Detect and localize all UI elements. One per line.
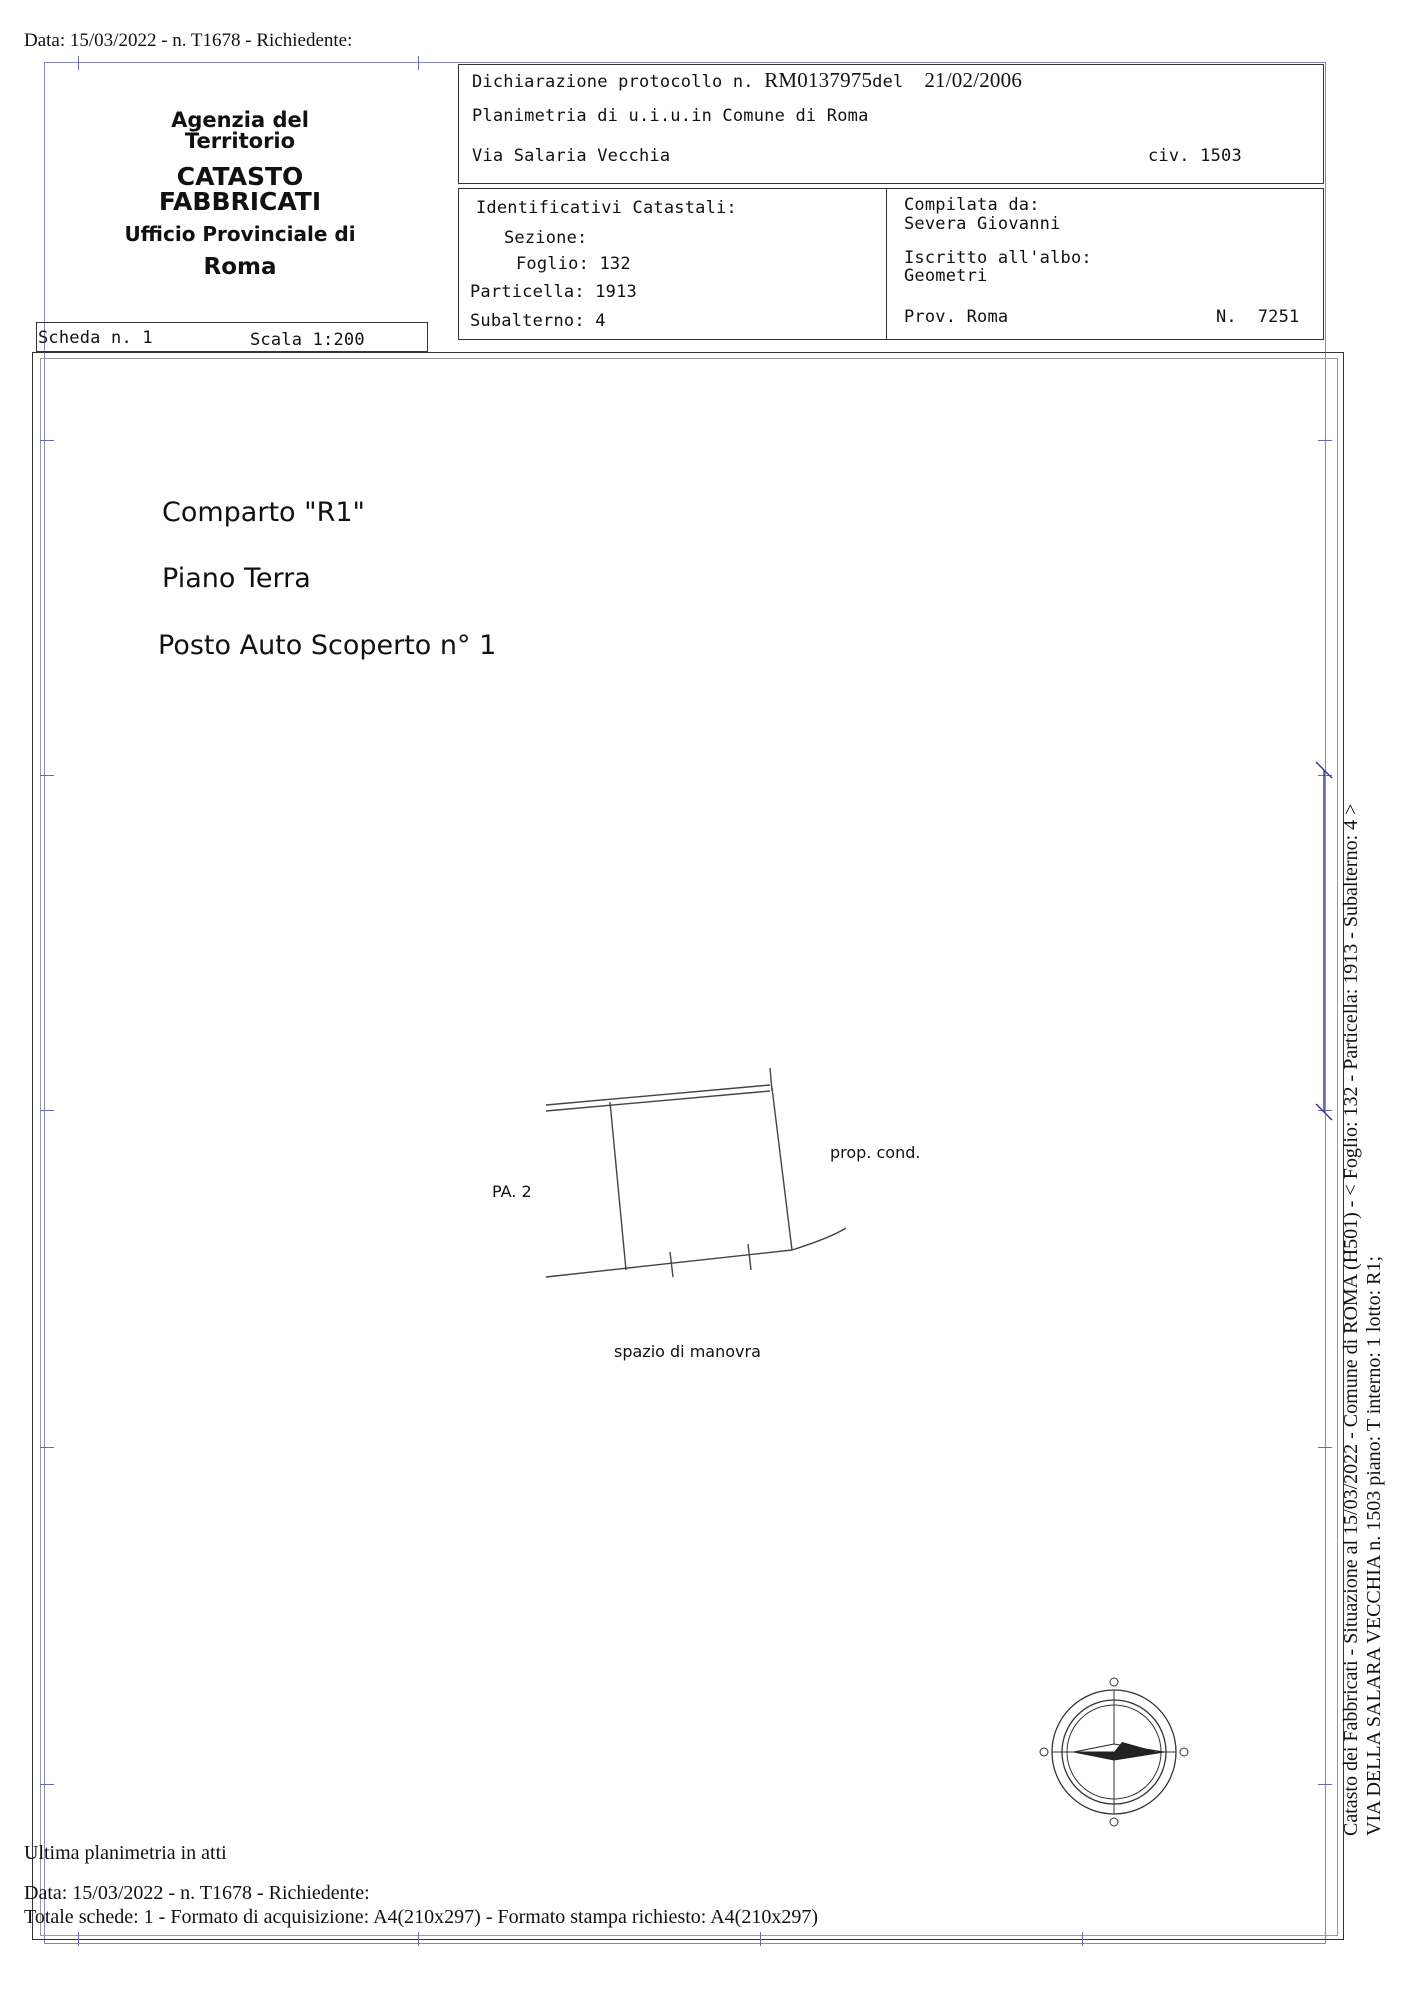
office-label: Ufficio Provinciale di: [124, 222, 356, 246]
stall-right-side: [772, 1088, 792, 1250]
side-caption-line1: Catasto dei Fabbricati - Situazione al 15/03/2022 - Comune di ROMA (H501) - < Foglio: 132 - Particella: 1913 - Subalterno: 4 >: [1340, 803, 1362, 1836]
declaration-prefix: Dichiarazione protocollo n.: [472, 72, 754, 92]
protocol-number: RM0137975: [764, 68, 873, 92]
curb-curve: [792, 1228, 846, 1250]
subalterno-value: Subalterno: 4: [470, 311, 606, 331]
scale-label: Scala 1:200: [250, 330, 365, 350]
last-plan-note: Ultima planimetria in atti: [24, 1842, 227, 1864]
manoeuvre-label: spazio di manovra: [614, 1342, 761, 1361]
foglio-value: Foglio: 132: [516, 254, 631, 274]
piano-label: Piano Terra: [162, 563, 311, 594]
plan-wall-line: [546, 1085, 770, 1105]
tick-mark: [748, 1244, 751, 1270]
stall-bottom-line: [546, 1250, 792, 1277]
civic-number: civ. 1503: [1148, 146, 1242, 166]
declaration-del: del: [872, 72, 904, 92]
catasto-title: CATASTO FABBRICATI: [158, 162, 322, 216]
office-city: Roma: [203, 254, 277, 280]
stall-left-side: [610, 1102, 626, 1270]
top-note: Data: 15/03/2022 - n. T1678 - Richiedente:: [24, 30, 353, 51]
identifiers-title: Identificativi Catastali:: [476, 198, 737, 218]
agency-name: Agenzia del Territorio: [171, 108, 309, 153]
iscritto-label: Iscritto all'albo:: [904, 248, 1092, 268]
declaration-date: 21/02/2006: [924, 68, 1023, 92]
tick-mark: [670, 1252, 673, 1277]
registration-number: N. 7251: [1216, 307, 1300, 327]
compilata-label: Compilata da:: [904, 195, 1040, 215]
province: Prov. Roma: [904, 307, 1009, 327]
footer-totals: Totale schede: 1 - Formato di acquisizione: A4(210x297) - Formato stampa richiesto: A4(210x297): [24, 1906, 818, 1928]
compiler-name: Severa Giovanni: [904, 214, 1061, 234]
planimetria-line: Planimetria di u.i.u.in Comune di Roma: [472, 106, 869, 126]
comparto-label: Comparto "R1": [162, 497, 365, 528]
pa2-label: PA. 2: [492, 1182, 532, 1201]
footer-date-note: Data: 15/03/2022 - n. T1678 - Richiedente:: [24, 1882, 370, 1904]
sezione-label: Sezione:: [504, 228, 588, 248]
albo-value: Geometri: [904, 266, 988, 286]
compass-rose: [1040, 1678, 1188, 1826]
posto-label: Posto Auto Scoperto n° 1: [158, 630, 497, 661]
scheda-number: Scheda n. 1: [38, 328, 153, 348]
prop-cond-label: prop. cond.: [830, 1143, 921, 1162]
plan-wall-line: [546, 1091, 770, 1111]
plan-wall-line: [770, 1068, 772, 1091]
side-caption-line2: VIA DELLA SALARA VECCHIA n. 1503 piano: T interno: 1 lotto: R1;: [1363, 1255, 1385, 1836]
particella-value: Particella: 1913: [470, 282, 637, 302]
side-caption: [1340, 586, 1386, 1836]
street-line: Via Salaria Vecchia: [472, 146, 671, 166]
